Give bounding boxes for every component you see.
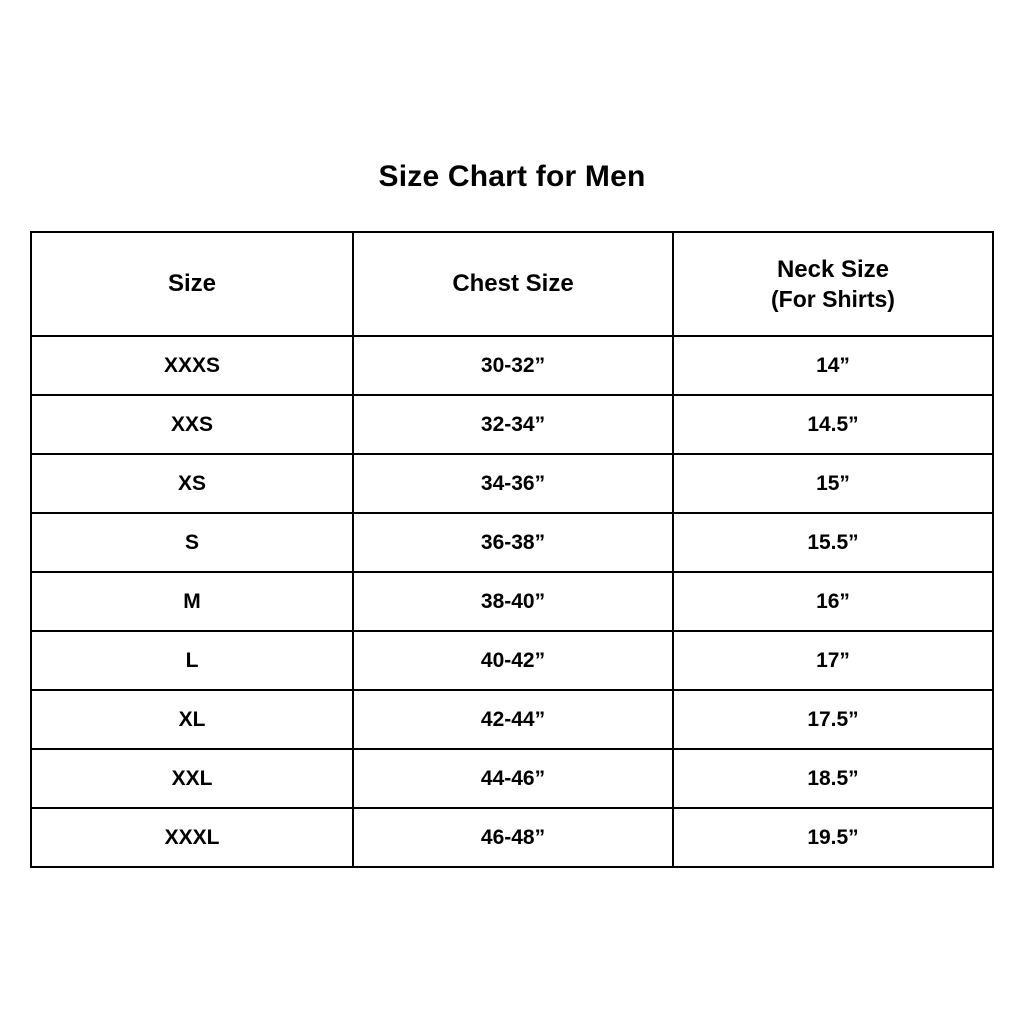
cell-chest: 42-44” [353,690,673,749]
cell-neck: 16” [673,572,993,631]
column-header-neck-subtitle: (For Shirts) [771,285,895,312]
column-header-chest-label: Chest Size [452,270,574,297]
cell-size: XL [31,690,353,749]
cell-neck: 17” [673,631,993,690]
table-row [31,513,993,572]
cell-chest: 36-38” [353,513,673,572]
cell-size: M [31,572,353,631]
table-row [31,454,993,513]
cell-neck: 18.5” [673,749,993,808]
column-header-size-label: Size [167,270,217,297]
cell-size: XXS [31,395,353,454]
table-header [31,232,993,336]
cell-chest: 32-34” [353,395,673,454]
page-title: Size Chart for Men [378,160,646,193]
table-row [31,808,993,867]
cell-size: L [31,631,353,690]
cell-neck: 14” [673,336,993,395]
cell-chest: 34-36” [353,454,673,513]
column-header-chest [353,232,673,336]
table-row [31,336,993,395]
size-chart-table [30,231,994,868]
cell-neck: 14.5” [673,395,993,454]
table-row [31,572,993,631]
cell-size: XS [31,454,353,513]
column-header-size [31,232,353,336]
cell-chest: 40-42” [353,631,673,690]
column-header-neck [673,232,993,336]
table-row [31,749,993,808]
table-row [31,395,993,454]
table-body [31,336,993,867]
cell-neck: 19.5” [673,808,993,867]
cell-size: XXXL [31,808,353,867]
cell-chest: 30-32” [353,336,673,395]
table-row [31,631,993,690]
table-row [31,690,993,749]
column-header-neck-label: Neck Size [776,255,890,283]
cell-size: XXL [31,749,353,808]
cell-chest: 38-40” [353,572,673,631]
cell-chest: 44-46” [353,749,673,808]
table-header-row [31,232,993,336]
cell-size: XXXS [31,336,353,395]
cell-size: S [31,513,353,572]
cell-neck: 15” [673,454,993,513]
cell-neck: 17.5” [673,690,993,749]
cell-chest: 46-48” [353,808,673,867]
cell-neck: 15.5” [673,513,993,572]
